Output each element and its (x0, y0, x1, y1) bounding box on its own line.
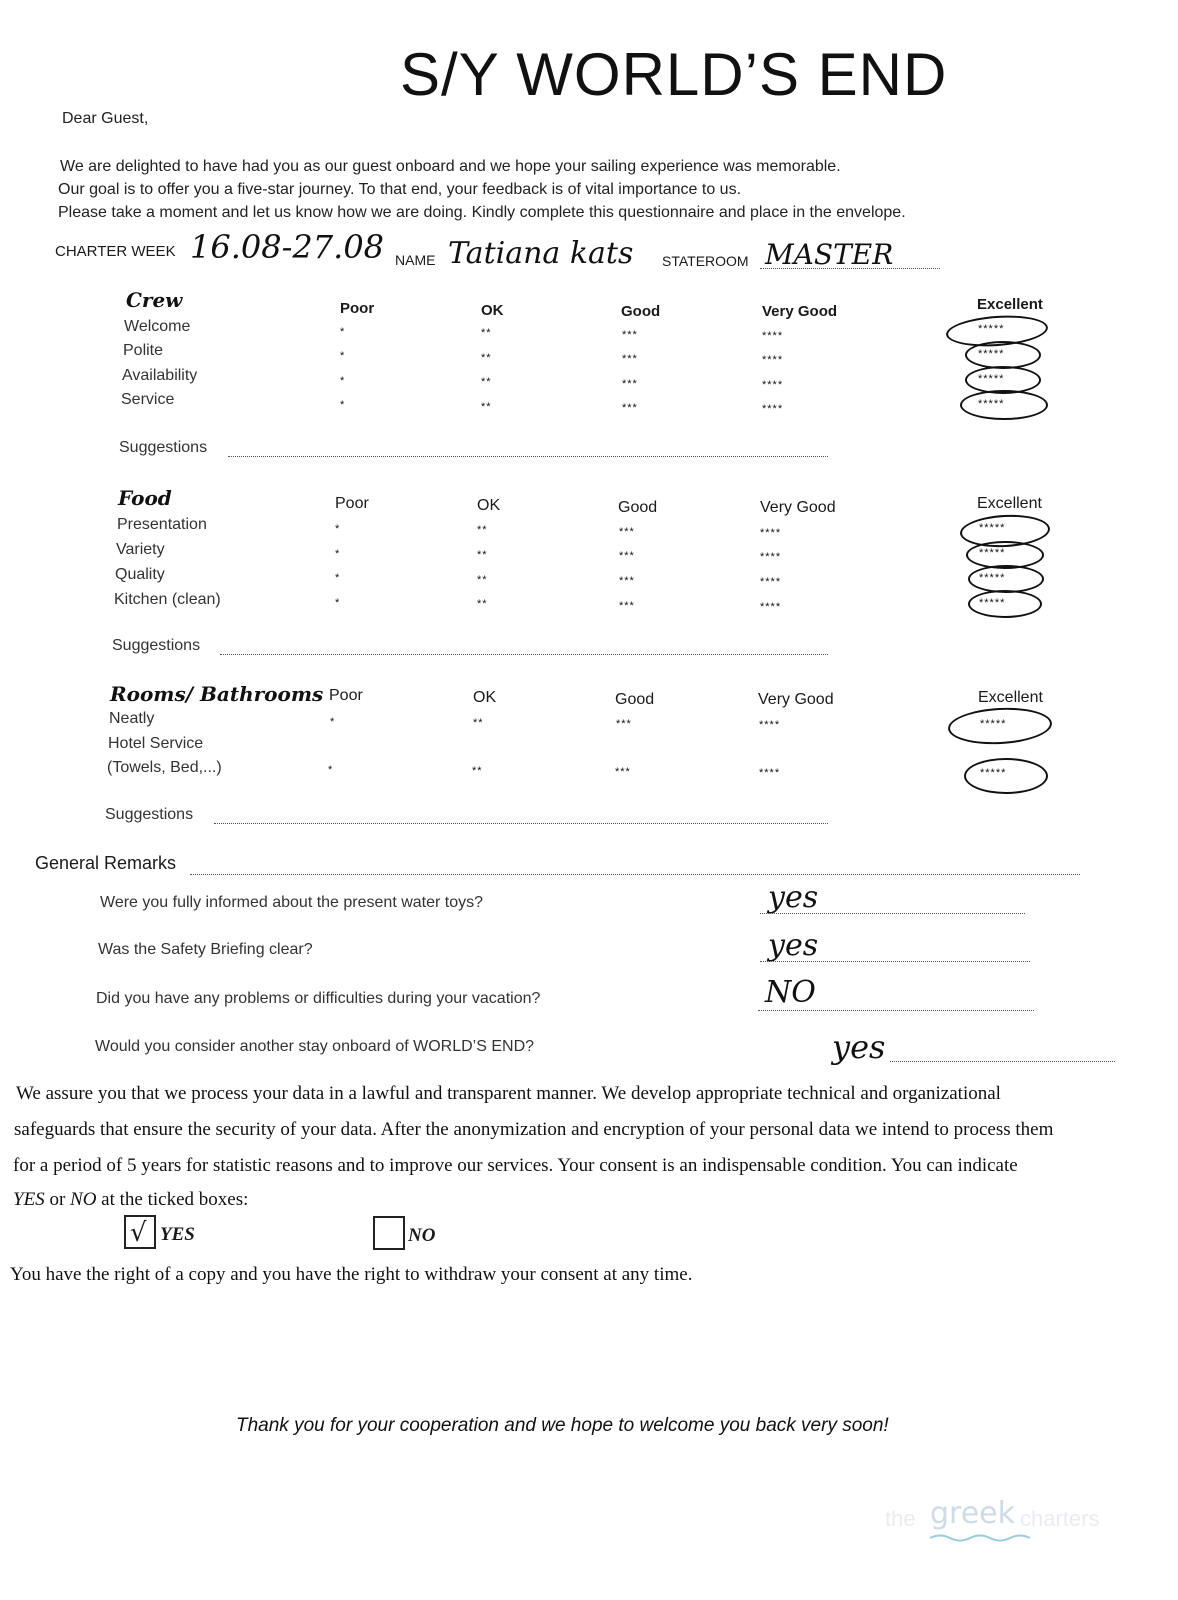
answer-line (758, 1010, 1034, 1011)
wave-icon (930, 1533, 1030, 1543)
consent-yes-checkbox[interactable] (124, 1215, 156, 1249)
crew-col-excellent: Excellent (977, 296, 1043, 313)
consent-yes-word: YES (13, 1189, 45, 1210)
question-water-toys: Were you fully informed about the present water toys? (100, 894, 484, 911)
rights-statement: You have the right of a copy and you have the right to withdraw your consent at any time. (10, 1264, 693, 1285)
food-col-ok: OK (477, 497, 501, 514)
selection-circle (968, 590, 1042, 618)
star-ok[interactable]: ** (477, 524, 488, 536)
name-label: NAME (395, 252, 436, 268)
intro-line-3: Please take a moment and let us know how we are doing. Kindly complete this questionnaire and place in the envelope. (58, 204, 906, 221)
star-ok[interactable]: ** (481, 327, 492, 339)
star-very-good[interactable]: **** (762, 379, 784, 391)
rooms-suggestions-label: Suggestions (105, 806, 194, 823)
document-title: S/Y WORLD’S END (400, 41, 948, 108)
star-good[interactable]: *** (615, 766, 631, 778)
star-ok[interactable]: ** (473, 717, 484, 729)
star-very-good[interactable]: **** (762, 354, 784, 366)
star-good[interactable]: *** (622, 329, 638, 341)
food-col-very-good: Very Good (760, 499, 836, 516)
general-remarks-label: General Remarks (35, 853, 177, 873)
rooms-col-poor: Poor (329, 687, 363, 704)
selection-circle (947, 705, 1053, 746)
greeting: Dear Guest, (62, 110, 149, 127)
consent-no-word: NO (70, 1189, 97, 1210)
intro-line-2: Our goal is to offer you a five-star journey. To that end, your feedback is of vital importance to us. (58, 181, 742, 198)
star-good[interactable]: *** (622, 402, 638, 414)
consent-line-1: We assure you that we process your data in a lawful and transparent manner. We develop appropriate technical and organizational (16, 1083, 1001, 1104)
food-col-excellent: Excellent (977, 495, 1042, 512)
crew-suggestions-field[interactable] (228, 456, 828, 457)
crew-item-availability: Availability (122, 367, 198, 384)
star-poor[interactable]: * (330, 716, 336, 728)
crew-col-very-good: Very Good (762, 303, 838, 320)
watermark-suffix: charters (1020, 1506, 1100, 1531)
answer-line (890, 1061, 1115, 1062)
star-excellent[interactable]: ***** (980, 767, 1007, 779)
answer-another-stay[interactable]: yes (832, 1028, 886, 1066)
food-suggestions-label: Suggestions (112, 637, 201, 654)
crew-item-welcome: Welcome (124, 318, 191, 335)
intro-line-1: We are delighted to have had you as our guest onboard and we hope your sailing experience was memorable. (60, 158, 841, 175)
consent-tail: at the ticked boxes: (96, 1189, 249, 1210)
star-poor[interactable]: * (340, 399, 346, 411)
star-good[interactable]: *** (622, 378, 638, 390)
star-excellent[interactable]: ***** (978, 348, 1005, 360)
stateroom-value: MASTER (765, 238, 894, 271)
star-poor[interactable]: * (335, 548, 341, 560)
star-poor[interactable]: * (335, 597, 341, 609)
crew-col-good: Good (621, 303, 661, 320)
star-ok[interactable]: ** (481, 401, 492, 413)
star-very-good[interactable]: **** (762, 403, 784, 415)
star-ok[interactable]: ** (481, 376, 492, 388)
rooms-item-neatly: Neatly (109, 710, 155, 727)
star-ok[interactable]: ** (472, 765, 483, 777)
star-very-good[interactable]: **** (760, 601, 782, 613)
rooms-item-hotel-service: Hotel Service (108, 735, 204, 752)
star-excellent[interactable]: ***** (979, 547, 1006, 559)
consent-line-2: safeguards that ensure the security of your data. After the anonymization and encryption of your personal data we intend to process them (14, 1119, 1054, 1140)
rooms-col-excellent: Excellent (978, 689, 1043, 706)
food-section-title: Food (118, 486, 172, 510)
star-excellent[interactable]: ***** (978, 398, 1005, 410)
food-col-poor: Poor (335, 495, 369, 512)
star-ok[interactable]: ** (477, 574, 488, 586)
consent-or: or (44, 1189, 71, 1210)
rooms-item-towels-bed: (Towels, Bed,...) (107, 759, 222, 776)
star-very-good[interactable]: **** (760, 576, 782, 588)
star-very-good[interactable]: **** (759, 767, 781, 779)
rooms-col-good: Good (615, 691, 655, 708)
star-poor[interactable]: * (340, 350, 346, 362)
star-very-good[interactable]: **** (760, 551, 782, 563)
star-ok[interactable]: ** (477, 549, 488, 561)
question-problems: Did you have any problems or difficulties during your vacation? (96, 990, 541, 1007)
crew-item-polite: Polite (123, 342, 164, 359)
food-item-quality: Quality (115, 566, 165, 583)
star-good[interactable]: *** (619, 550, 635, 562)
star-poor[interactable]: * (340, 375, 346, 387)
star-excellent[interactable]: ***** (978, 323, 1005, 335)
star-poor[interactable]: * (328, 764, 334, 776)
answer-line (760, 961, 1030, 962)
star-excellent[interactable]: ***** (980, 718, 1007, 730)
star-excellent[interactable]: ***** (979, 572, 1006, 584)
star-good[interactable]: *** (619, 526, 635, 538)
stateroom-line (760, 268, 940, 269)
star-good[interactable]: *** (616, 718, 632, 730)
food-item-variety: Variety (116, 541, 165, 558)
food-item-presentation: Presentation (117, 516, 207, 533)
consent-no-label: NO (408, 1225, 436, 1246)
star-good[interactable]: *** (619, 575, 635, 587)
star-very-good[interactable]: **** (760, 527, 782, 539)
star-good[interactable]: *** (619, 600, 635, 612)
selection-circle (968, 565, 1044, 593)
star-excellent[interactable]: ***** (979, 597, 1006, 609)
charter-week-value: 16.08-27.08 (190, 228, 385, 266)
answer-line (760, 913, 1025, 914)
crew-col-poor: Poor (340, 300, 375, 317)
food-item-kitchen: Kitchen (clean) (114, 591, 221, 608)
general-remarks-field[interactable] (190, 874, 1080, 875)
consent-yes-label: YES (160, 1224, 195, 1245)
answer-problems[interactable]: NO (765, 975, 816, 1010)
rooms-col-very-good: Very Good (758, 691, 834, 708)
check-mark-icon: √ (130, 1218, 147, 1248)
rooms-suggestions-field[interactable] (214, 823, 828, 824)
star-ok[interactable]: ** (481, 352, 492, 364)
crew-item-service: Service (121, 391, 175, 408)
star-excellent[interactable]: ***** (979, 522, 1006, 534)
star-poor[interactable]: * (340, 326, 346, 338)
rooms-col-ok: OK (473, 689, 497, 706)
consent-line-3: for a period of 5 years for statistic reasons and to improve our services. Your consent is an indispensable condition. You can indicate (13, 1155, 1018, 1176)
star-very-good[interactable]: **** (762, 330, 784, 342)
thank-you-message: Thank you for your cooperation and we hope to welcome you back very soon! (236, 1415, 889, 1436)
answer-water-toys[interactable]: yes (768, 880, 819, 915)
star-poor[interactable]: * (335, 523, 341, 535)
question-another-stay: Would you consider another stay onboard of WORLD’S END? (95, 1038, 535, 1055)
star-very-good[interactable]: **** (759, 719, 781, 731)
consent-line-4 (13, 1189, 248, 1211)
name-value: Tatiana kats (448, 236, 634, 271)
selection-circle (965, 341, 1041, 369)
stateroom-label: STATEROOM (662, 253, 749, 269)
food-suggestions-field[interactable] (220, 654, 828, 655)
crew-suggestions-label: Suggestions (119, 439, 208, 456)
star-poor[interactable]: * (335, 572, 341, 584)
star-good[interactable]: *** (622, 353, 638, 365)
crew-section-title: Crew (126, 288, 183, 312)
selection-circle (960, 390, 1048, 420)
answer-safety-briefing[interactable]: yes (768, 928, 819, 963)
question-safety-briefing: Was the Safety Briefing clear? (98, 941, 313, 958)
crew-col-ok: OK (481, 302, 504, 319)
rooms-section-title: Rooms/ Bathrooms (110, 682, 324, 706)
food-col-good: Good (618, 499, 658, 516)
star-excellent[interactable]: ***** (978, 373, 1005, 385)
watermark-prefix: the (885, 1506, 916, 1531)
charter-week-label: CHARTER WEEK (55, 243, 176, 260)
watermark-logo: greek (930, 1496, 1016, 1531)
star-ok[interactable]: ** (477, 598, 488, 610)
selection-circle (964, 758, 1048, 794)
consent-no-checkbox[interactable] (373, 1216, 405, 1250)
